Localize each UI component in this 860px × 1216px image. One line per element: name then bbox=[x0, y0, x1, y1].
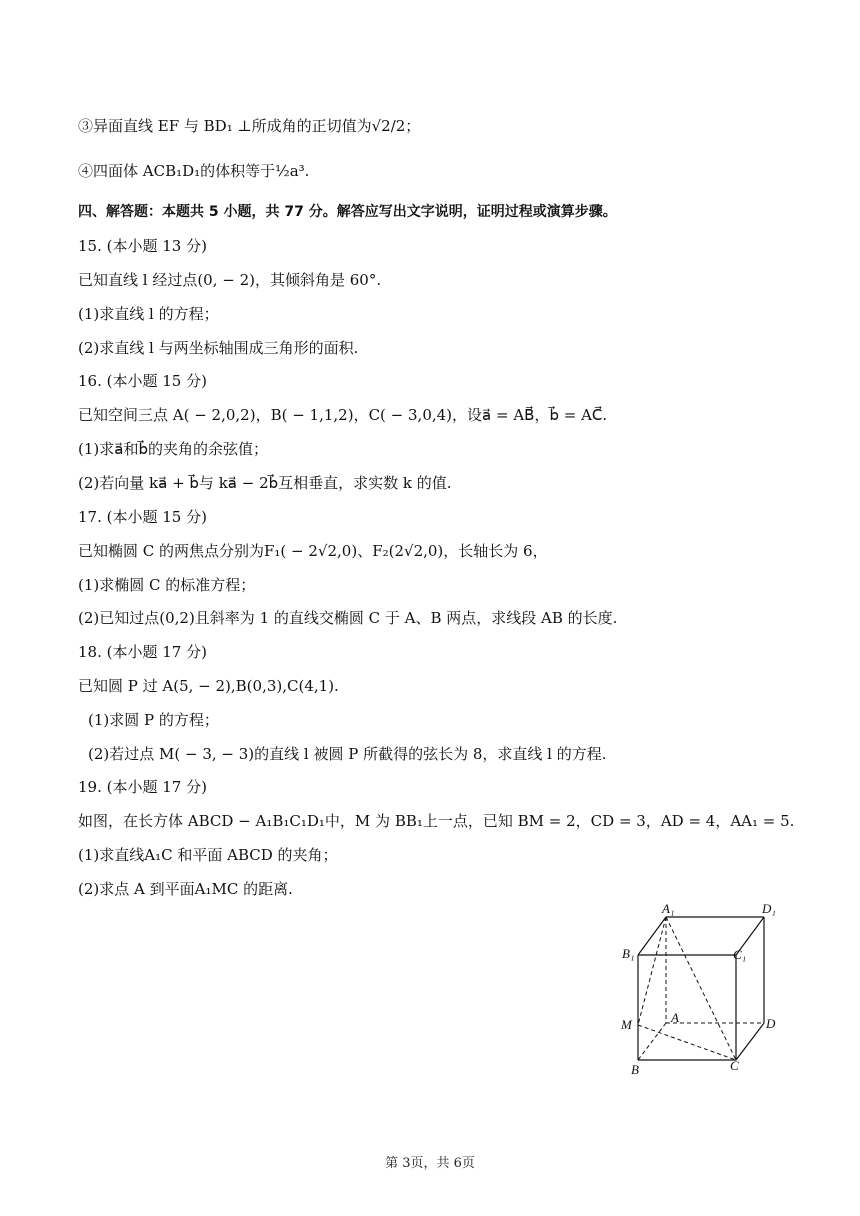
q17-part1: (1)求椭圆 C 的标准方程； bbox=[78, 576, 256, 594]
label-d: D bbox=[766, 1016, 776, 1031]
q15-part2: (2)求直线 l 与两坐标轴围成三角形的面积. bbox=[78, 339, 359, 357]
label-a: A bbox=[671, 1010, 679, 1025]
q15-stem: 已知直线 l 经过点(0, − 2)，其倾斜角是 60°. bbox=[78, 271, 382, 289]
item-3-line: ③异面直线 EF 与 BD₁ ⊥所成角的正切值为√2/2； bbox=[78, 117, 421, 135]
q19-stem: 如图，在长方体 ABCD − A₁B₁C₁D₁中，M 为 BB₁上一点，已知 BM = 2，CD = 3，AD = 4，AA₁ = 5. bbox=[78, 812, 795, 830]
q19-header: 19. (本小题 17 分) bbox=[78, 778, 207, 796]
q17-part2: (2)已知过点(0,2)且斜率为 1 的直线交椭圆 C 于 A、B 两点，求线段 AB 的长度. bbox=[78, 609, 618, 627]
section-heading: 四、解答题：本题共 5 小题，共 77 分。解答应写出文字说明，证明过程或演算步骤。 bbox=[78, 204, 617, 220]
label-d1: D₁ bbox=[762, 901, 776, 916]
label-b: B bbox=[631, 1062, 639, 1077]
label-c: C bbox=[730, 1058, 739, 1073]
q15-part1: (1)求直线 l 的方程； bbox=[78, 305, 219, 323]
q19-part1: (1)求直线A₁C 和平面 ABCD 的夹角； bbox=[78, 846, 338, 864]
page-footer: 第 3页，共 6页 bbox=[385, 1156, 475, 1171]
label-m: M bbox=[621, 1017, 632, 1032]
q18-part2: (2)若过点 M( − 3, − 3)的直线 l 被圆 P 所截得的弦长为 8，求直线 l 的方程. bbox=[88, 745, 607, 763]
q17-stem: 已知椭圆 C 的两焦点分别为F₁( − 2√2,0)、F₂(2√2,0)，长轴长为 6， bbox=[78, 542, 548, 560]
q18-header: 18. (本小题 17 分) bbox=[78, 643, 207, 661]
q15-header: 15. (本小题 13 分) bbox=[78, 237, 207, 255]
label-b1: B₁ bbox=[622, 946, 635, 961]
q16-stem: 已知空间三点 A( − 2,0,2)，B( − 1,1,2)，C( − 3,0,4)，设a⃗ = AB⃗，b⃗ = AC⃗. bbox=[78, 406, 608, 424]
q16-part1: (1)求a⃗和b⃗的夹角的余弦值； bbox=[78, 440, 268, 458]
cuboid-figure bbox=[612, 900, 792, 1080]
item-4-line: ④四面体 ACB₁D₁的体积等于½a³. bbox=[78, 162, 310, 180]
q16-part2: (2)若向量 ka⃗ + b⃗与 ka⃗ − 2b⃗互相垂直，求实数 k 的值. bbox=[78, 474, 452, 492]
q19-part2: (2)求点 A 到平面A₁MC 的距离. bbox=[78, 880, 293, 898]
q18-stem: 已知圆 P 过 A(5, − 2),B(0,3),C(4,1). bbox=[78, 677, 339, 695]
q16-header: 16. (本小题 15 分) bbox=[78, 372, 207, 390]
q18-part1: (1)求圆 P 的方程； bbox=[88, 711, 219, 729]
label-a1: A₁ bbox=[662, 901, 675, 916]
q17-header: 17. (本小题 15 分) bbox=[78, 508, 207, 526]
label-c1: C₁ bbox=[733, 947, 747, 962]
